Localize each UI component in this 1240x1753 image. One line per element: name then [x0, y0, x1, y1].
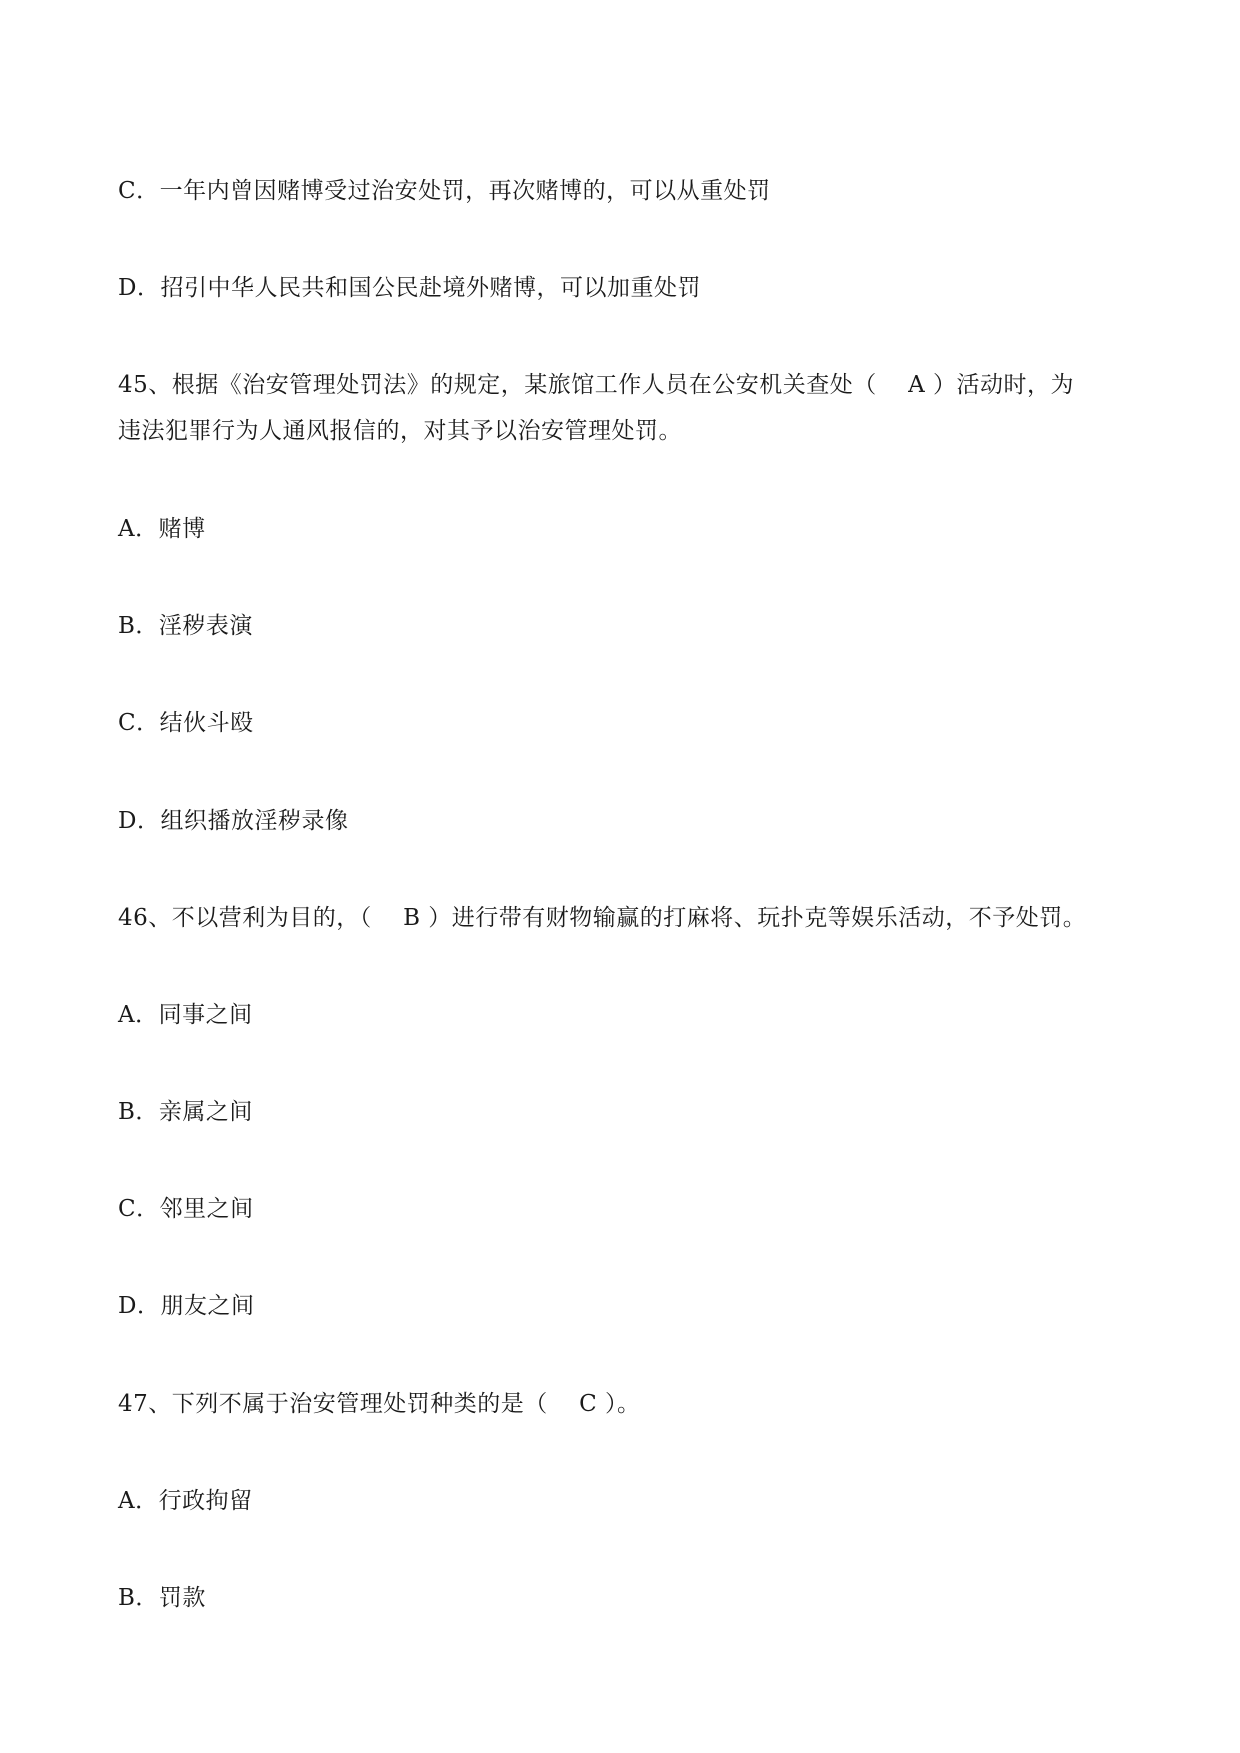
- q45-option-c: C．结伙斗殴: [118, 710, 254, 736]
- q45-option-d: D．组织播放淫秽录像: [118, 808, 349, 834]
- q44-option-d: D．招引中华人民共和国公民赴境外赌博，可以加重处罚: [118, 275, 701, 301]
- q45-stem-line-2: 违法犯罪行为人通风报信的，对其予以治安管理处罚。: [118, 418, 682, 444]
- q44-option-c: C．一年内曾因赌博受过治安处罚，再次赌博的，可以从重处罚: [118, 178, 771, 204]
- q47-stem: 47、下列不属于治安管理处罚种类的是（ C ）。: [118, 1391, 641, 1417]
- q46-option-c: C．邻里之间: [118, 1196, 254, 1222]
- q45-option-a: A．赌博: [118, 516, 206, 542]
- q47-option-a: A．行政拘留: [118, 1488, 253, 1514]
- q46-option-d: D．朋友之间: [118, 1293, 255, 1319]
- q45-stem-line-1: 45、根据《治安管理处罚法》的规定，某旅馆工作人员在公安机关查处（ A ）活动时，为: [118, 372, 1074, 398]
- q46-option-b: B．亲属之间: [118, 1099, 253, 1125]
- q46-option-a: A．同事之间: [118, 1002, 253, 1028]
- q47-option-b: B．罚款: [118, 1585, 206, 1611]
- q45-option-b: B．淫秽表演: [118, 613, 253, 639]
- q46-stem: 46、不以营利为目的，（ B ）进行带有财物输赢的打麻将、玩扑克等娱乐活动，不予处罚。: [118, 905, 1087, 931]
